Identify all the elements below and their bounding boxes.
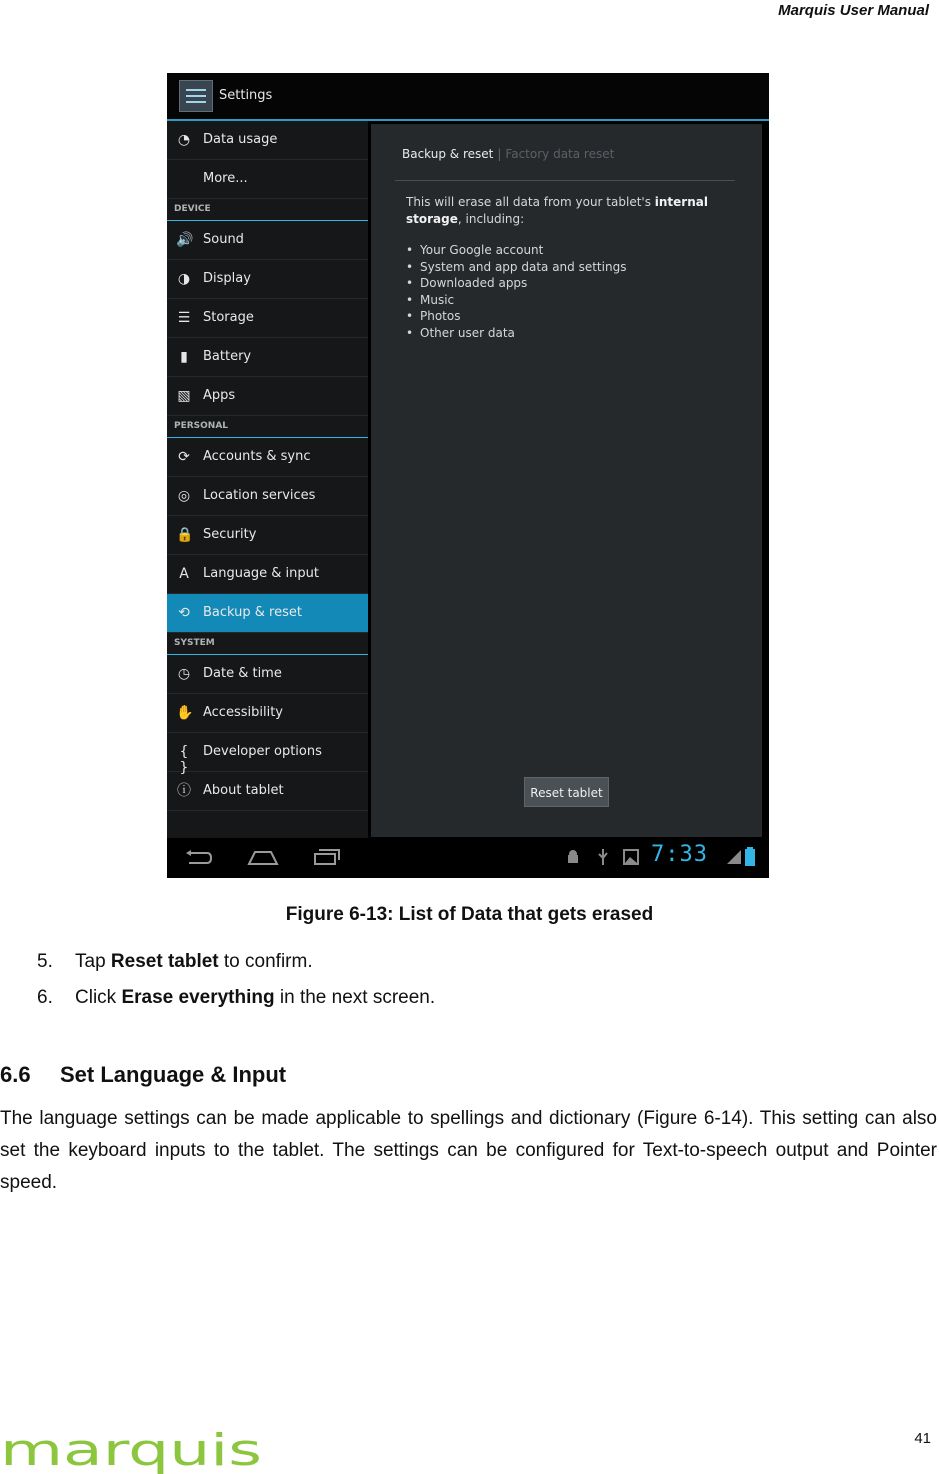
erase-list-item: • Your Google account [406, 242, 626, 259]
app-title: Settings [219, 88, 273, 103]
sidebar-section-header [167, 416, 368, 438]
language-icon: A [179, 566, 189, 582]
breadcrumb-separator: | [497, 147, 502, 161]
sidebar-item-about-tablet[interactable] [167, 772, 368, 811]
display-icon: ◑ [177, 271, 191, 287]
sidebar-section-header [167, 633, 368, 655]
sidebar-item-more[interactable] [167, 160, 368, 199]
settings-icon[interactable] [179, 80, 213, 112]
picture-icon [623, 849, 639, 865]
sidebar-item-location-services[interactable] [167, 477, 368, 516]
sidebar-item-backup-reset[interactable] [167, 594, 368, 633]
sidebar-item-label: Accessibility [203, 705, 283, 720]
reset-tablet-button[interactable]: Reset tablet [524, 777, 609, 807]
marquis-logo [0, 1432, 270, 1474]
figure-caption: Figure 6-13: List of Data that gets erased [285, 904, 654, 925]
page-number: 41 [914, 1430, 931, 1447]
erase-list-item: • Photos [406, 308, 626, 325]
sync-icon: ⟳ [178, 449, 190, 465]
location-icon: ◎ [177, 488, 191, 504]
breadcrumb-current[interactable]: Backup & reset [402, 147, 494, 161]
system-nav-bar [167, 838, 769, 878]
sidebar-item-label: Storage [203, 310, 254, 325]
sidebar-item-developer-options[interactable] [167, 733, 368, 776]
info-icon: ⓘ [177, 783, 191, 799]
settings-sidebar [167, 121, 368, 838]
back-icon[interactable] [185, 850, 213, 866]
storage-icon: ☰ [177, 310, 191, 326]
sidebar-item-data-usage[interactable] [167, 121, 368, 160]
home-icon[interactable] [247, 848, 279, 866]
section-header-label: SYSTEM [174, 638, 215, 648]
erase-list-item: • System and app data and settings [406, 259, 626, 276]
erase-list [406, 242, 626, 341]
sidebar-item-label: Location services [203, 488, 316, 503]
sidebar-item-label: Display [203, 271, 251, 286]
sidebar-item-apps[interactable] [167, 377, 368, 416]
braces-icon: { } [179, 744, 189, 776]
backup-reset-panel [371, 124, 762, 837]
sidebar-item-date-time[interactable] [167, 655, 368, 694]
apps-icon: ▧ [177, 388, 191, 404]
sidebar-item-label: Developer options [203, 744, 322, 759]
erase-list-item: • Music [406, 292, 626, 309]
erase-list-item: • Downloaded apps [406, 275, 626, 292]
speaker-icon: 🔊 [176, 232, 194, 248]
section-header-label: PERSONAL [174, 421, 229, 431]
hand-icon: ✋ [176, 705, 194, 721]
manual-header-title: Marquis User Manual [778, 2, 929, 19]
sidebar-item-label: Backup & reset [203, 605, 302, 620]
sidebar-item-storage[interactable] [167, 299, 368, 338]
lock-icon: 🔒 [176, 527, 194, 543]
clock-icon: ◷ [177, 666, 191, 682]
tablet-screenshot [167, 73, 769, 878]
sidebar-item-label: Date & time [203, 666, 282, 681]
breadcrumb [402, 147, 614, 161]
sidebar-item-label: Accounts & sync [203, 449, 311, 464]
sidebar-item-label: Apps [203, 388, 236, 403]
breadcrumb-next: Factory data reset [505, 147, 615, 161]
status-clock: 7:33 [651, 842, 708, 867]
body-paragraph: The language settings can be made applicable to spellings and dictionary (Figure 6-14). This setting can also set the keyboard inputs to the tablet. The settings can be configured for Text-to-speech output and Pointer speed. [0, 1108, 937, 1193]
sidebar-item-accounts-sync[interactable] [167, 438, 368, 477]
usb-icon [597, 848, 609, 866]
sidebar-item-sound[interactable] [167, 221, 368, 260]
data-usage-icon: ◔ [177, 132, 191, 148]
erase-list-item: • Other user data [406, 325, 626, 342]
backup-icon: ⟲ [178, 605, 190, 621]
action-bar [167, 73, 769, 121]
sidebar-item-label: Sound [203, 232, 244, 247]
sidebar-item-security[interactable] [167, 516, 368, 555]
sidebar-item-label: More... [203, 171, 248, 186]
sidebar-item-accessibility[interactable] [167, 694, 368, 733]
sidebar-item-label: Data usage [203, 132, 278, 147]
sidebar-item-language-input[interactable] [167, 555, 368, 594]
recent-apps-icon[interactable] [313, 848, 341, 866]
battery-status-icon [745, 847, 755, 866]
android-debug-icon [565, 849, 581, 865]
signal-icon [727, 850, 741, 864]
sidebar-item-label: Security [203, 527, 257, 542]
sidebar-item-display[interactable] [167, 260, 368, 299]
sidebar-item-label: Battery [203, 349, 252, 364]
step-5: 5. Tap Reset tablet to confirm. [37, 951, 313, 972]
sidebar-item-label: Language & input [203, 566, 319, 581]
battery-icon: ▮ [180, 349, 188, 365]
section-header-label: DEVICE [174, 204, 211, 214]
svg-text:marquis: marquis [0, 1432, 262, 1474]
sidebar-item-battery[interactable] [167, 338, 368, 377]
sidebar-item-label: About tablet [203, 783, 284, 798]
erase-warning: This will erase all data from your tablet's internal storage, including: [406, 195, 708, 226]
divider [395, 180, 735, 181]
section-heading: 6.6 Set Language & Input [0, 1062, 287, 1087]
sidebar-section-header [167, 199, 368, 221]
step-6: 6. Click Erase everything in the next screen. [37, 987, 436, 1008]
